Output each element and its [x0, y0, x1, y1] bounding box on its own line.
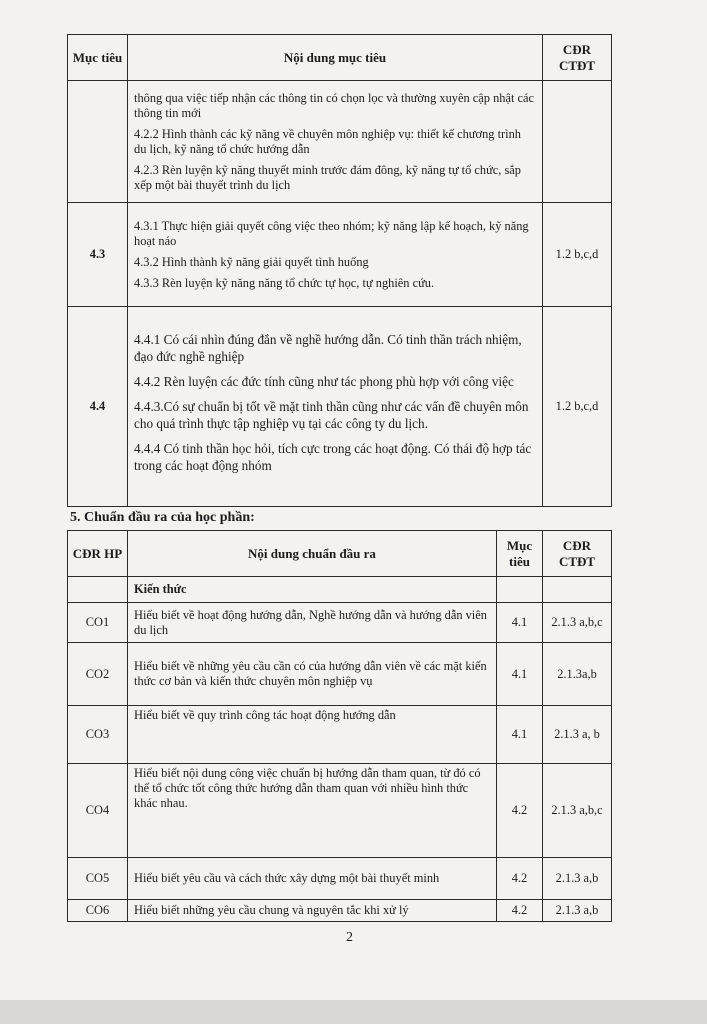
outcome-cdr: 2.1.3 a,b	[543, 900, 612, 922]
outcome-objective: 4.2	[497, 900, 543, 922]
objective-id: 4.4	[68, 307, 128, 507]
outcome-cdr: 2.1.3 a,b	[543, 858, 612, 900]
outcome-code: CO4	[68, 764, 128, 858]
table-row	[68, 203, 612, 307]
header-outcome-content: Nội dung chuẩn đầu ra	[128, 531, 497, 577]
group-blank	[497, 577, 543, 603]
table-row	[68, 706, 612, 764]
header-objective-content: Nội dung mục tiêu	[128, 35, 543, 81]
header-outcome-objective: Mục tiêu	[497, 531, 543, 577]
objective-item: 4.4.4 Có tinh thần học hỏi, tích cực trong các hoạt động. Có thái độ hợp tác trong các hoạt động nhóm	[134, 441, 532, 473]
objective-cdr: 1.2 b,c,d	[543, 203, 612, 307]
outcome-objective: 4.1	[497, 603, 543, 643]
outcome-content: Hiểu biết nội dung công việc chuẩn bị hướng dẫn tham quan, từ đó có thể tổ chức tốt công thức hướng dẫn tham quan với nhiều hình thức khác nhau.	[128, 764, 497, 858]
outcomes-header-row	[68, 531, 612, 577]
table-row	[68, 81, 612, 203]
page-number: 2	[346, 930, 353, 945]
group-blank	[68, 577, 128, 603]
objective-item: 4.3.1 Thực hiện giải quyết công việc theo nhóm; kỹ năng lập kế hoạch, kỹ năng hoạt náo	[134, 218, 529, 248]
outcome-content: Hiểu biết những yêu cầu chung và nguyên tắc khi xử lý	[128, 900, 497, 922]
objective-id: 4.3	[68, 203, 128, 307]
header-outcome-cdr: CĐR CTĐT	[543, 531, 612, 577]
outcome-objective: 4.2	[497, 858, 543, 900]
objective-cdr: 1.2 b,c,d	[543, 307, 612, 507]
outcome-cdr: 2.1.3a,b	[543, 643, 612, 706]
header-objective-id: Mục tiêu	[68, 35, 128, 81]
outcome-code: CO5	[68, 858, 128, 900]
outcome-content: Hiểu biết về quy trình công tác hoạt động hướng dẫn	[128, 706, 497, 764]
objectives-header-row	[68, 35, 612, 81]
objective-id	[68, 81, 128, 203]
section-5-heading: 5. Chuẩn đầu ra của học phần:	[70, 510, 255, 525]
table-row	[68, 858, 612, 900]
objective-item: 4.4.1 Có cái nhìn đúng đắn về nghề hướng dẫn. Có tinh thần trách nhiệm, đạo đức nghề nghiệp	[134, 332, 522, 364]
objective-item: 4.4.3.Có sự chuẩn bị tốt về mặt tinh thần cũng như các vấn đề chuyên môn cho quá trình thực tập nghiệp vụ tại các công ty du lịch.	[134, 399, 529, 431]
outcome-objective: 4.1	[497, 706, 543, 764]
outcome-code: CO6	[68, 900, 128, 922]
outcomes-table	[67, 530, 612, 922]
objective-item: thông qua việc tiếp nhận các thông tin có chọn lọc và thường xuyên cập nhật các thông tin mới	[134, 90, 534, 120]
objective-cdr	[543, 81, 612, 203]
table-row	[68, 764, 612, 858]
group-label: Kiến thức	[128, 577, 497, 603]
header-outcome-code: CĐR HP	[68, 531, 128, 577]
outcome-content: Hiểu biết về hoạt động hướng dẫn, Nghề hướng dẫn và hướng dẫn viên du lịch	[128, 603, 497, 643]
objectives-table	[67, 34, 612, 507]
outcome-code: CO1	[68, 603, 128, 643]
group-blank	[543, 577, 612, 603]
outcome-objective: 4.1	[497, 643, 543, 706]
outcome-code: CO2	[68, 643, 128, 706]
objective-item: 4.2.3 Rèn luyện kỹ năng thuyết minh trước đám đông, kỹ năng tự tổ chức, sắp xếp một bài thuyết trình du lịch	[134, 162, 521, 192]
objective-item: 4.3.2 Hình thành kỹ năng giải quyết tình huống	[134, 254, 369, 269]
outcome-cdr: 2.1.3 a, b	[543, 706, 612, 764]
outcome-cdr: 2.1.3 a,b,c	[543, 764, 612, 858]
objective-content	[128, 307, 543, 507]
table-row	[68, 643, 612, 706]
outcome-content: Hiểu biết yêu cầu và cách thức xây dựng một bài thuyết minh	[128, 858, 497, 900]
outcome-cdr: 2.1.3 a,b,c	[543, 603, 612, 643]
outcome-content: Hiểu biết về những yêu cầu cần có của hướng dẫn viên về các mặt kiến thức cơ bản và kiến thức chuyên môn nghiệp vụ	[128, 643, 497, 706]
outcome-code: CO3	[68, 706, 128, 764]
group-row	[68, 577, 612, 603]
objective-item: 4.2.2 Hình thành các kỹ năng về chuyên môn nghiệp vụ: thiết kế chương trình du lịch, kỹ năng tổ chức hướng dẫn	[134, 126, 521, 156]
header-objective-cdr: CĐR CTĐT	[543, 35, 612, 81]
table-row	[68, 900, 612, 922]
objective-item: 4.4.2 Rèn luyện các đức tính cũng như tác phong phù hợp với công việc	[134, 374, 514, 389]
objective-item: 4.3.3 Rèn luyện kỹ năng năng tổ chức tự học, tự nghiên cứu.	[134, 275, 435, 290]
objective-content	[128, 203, 543, 307]
outcome-objective: 4.2	[497, 764, 543, 858]
table-row	[68, 307, 612, 507]
table-row	[68, 603, 612, 643]
objective-content	[128, 81, 543, 203]
